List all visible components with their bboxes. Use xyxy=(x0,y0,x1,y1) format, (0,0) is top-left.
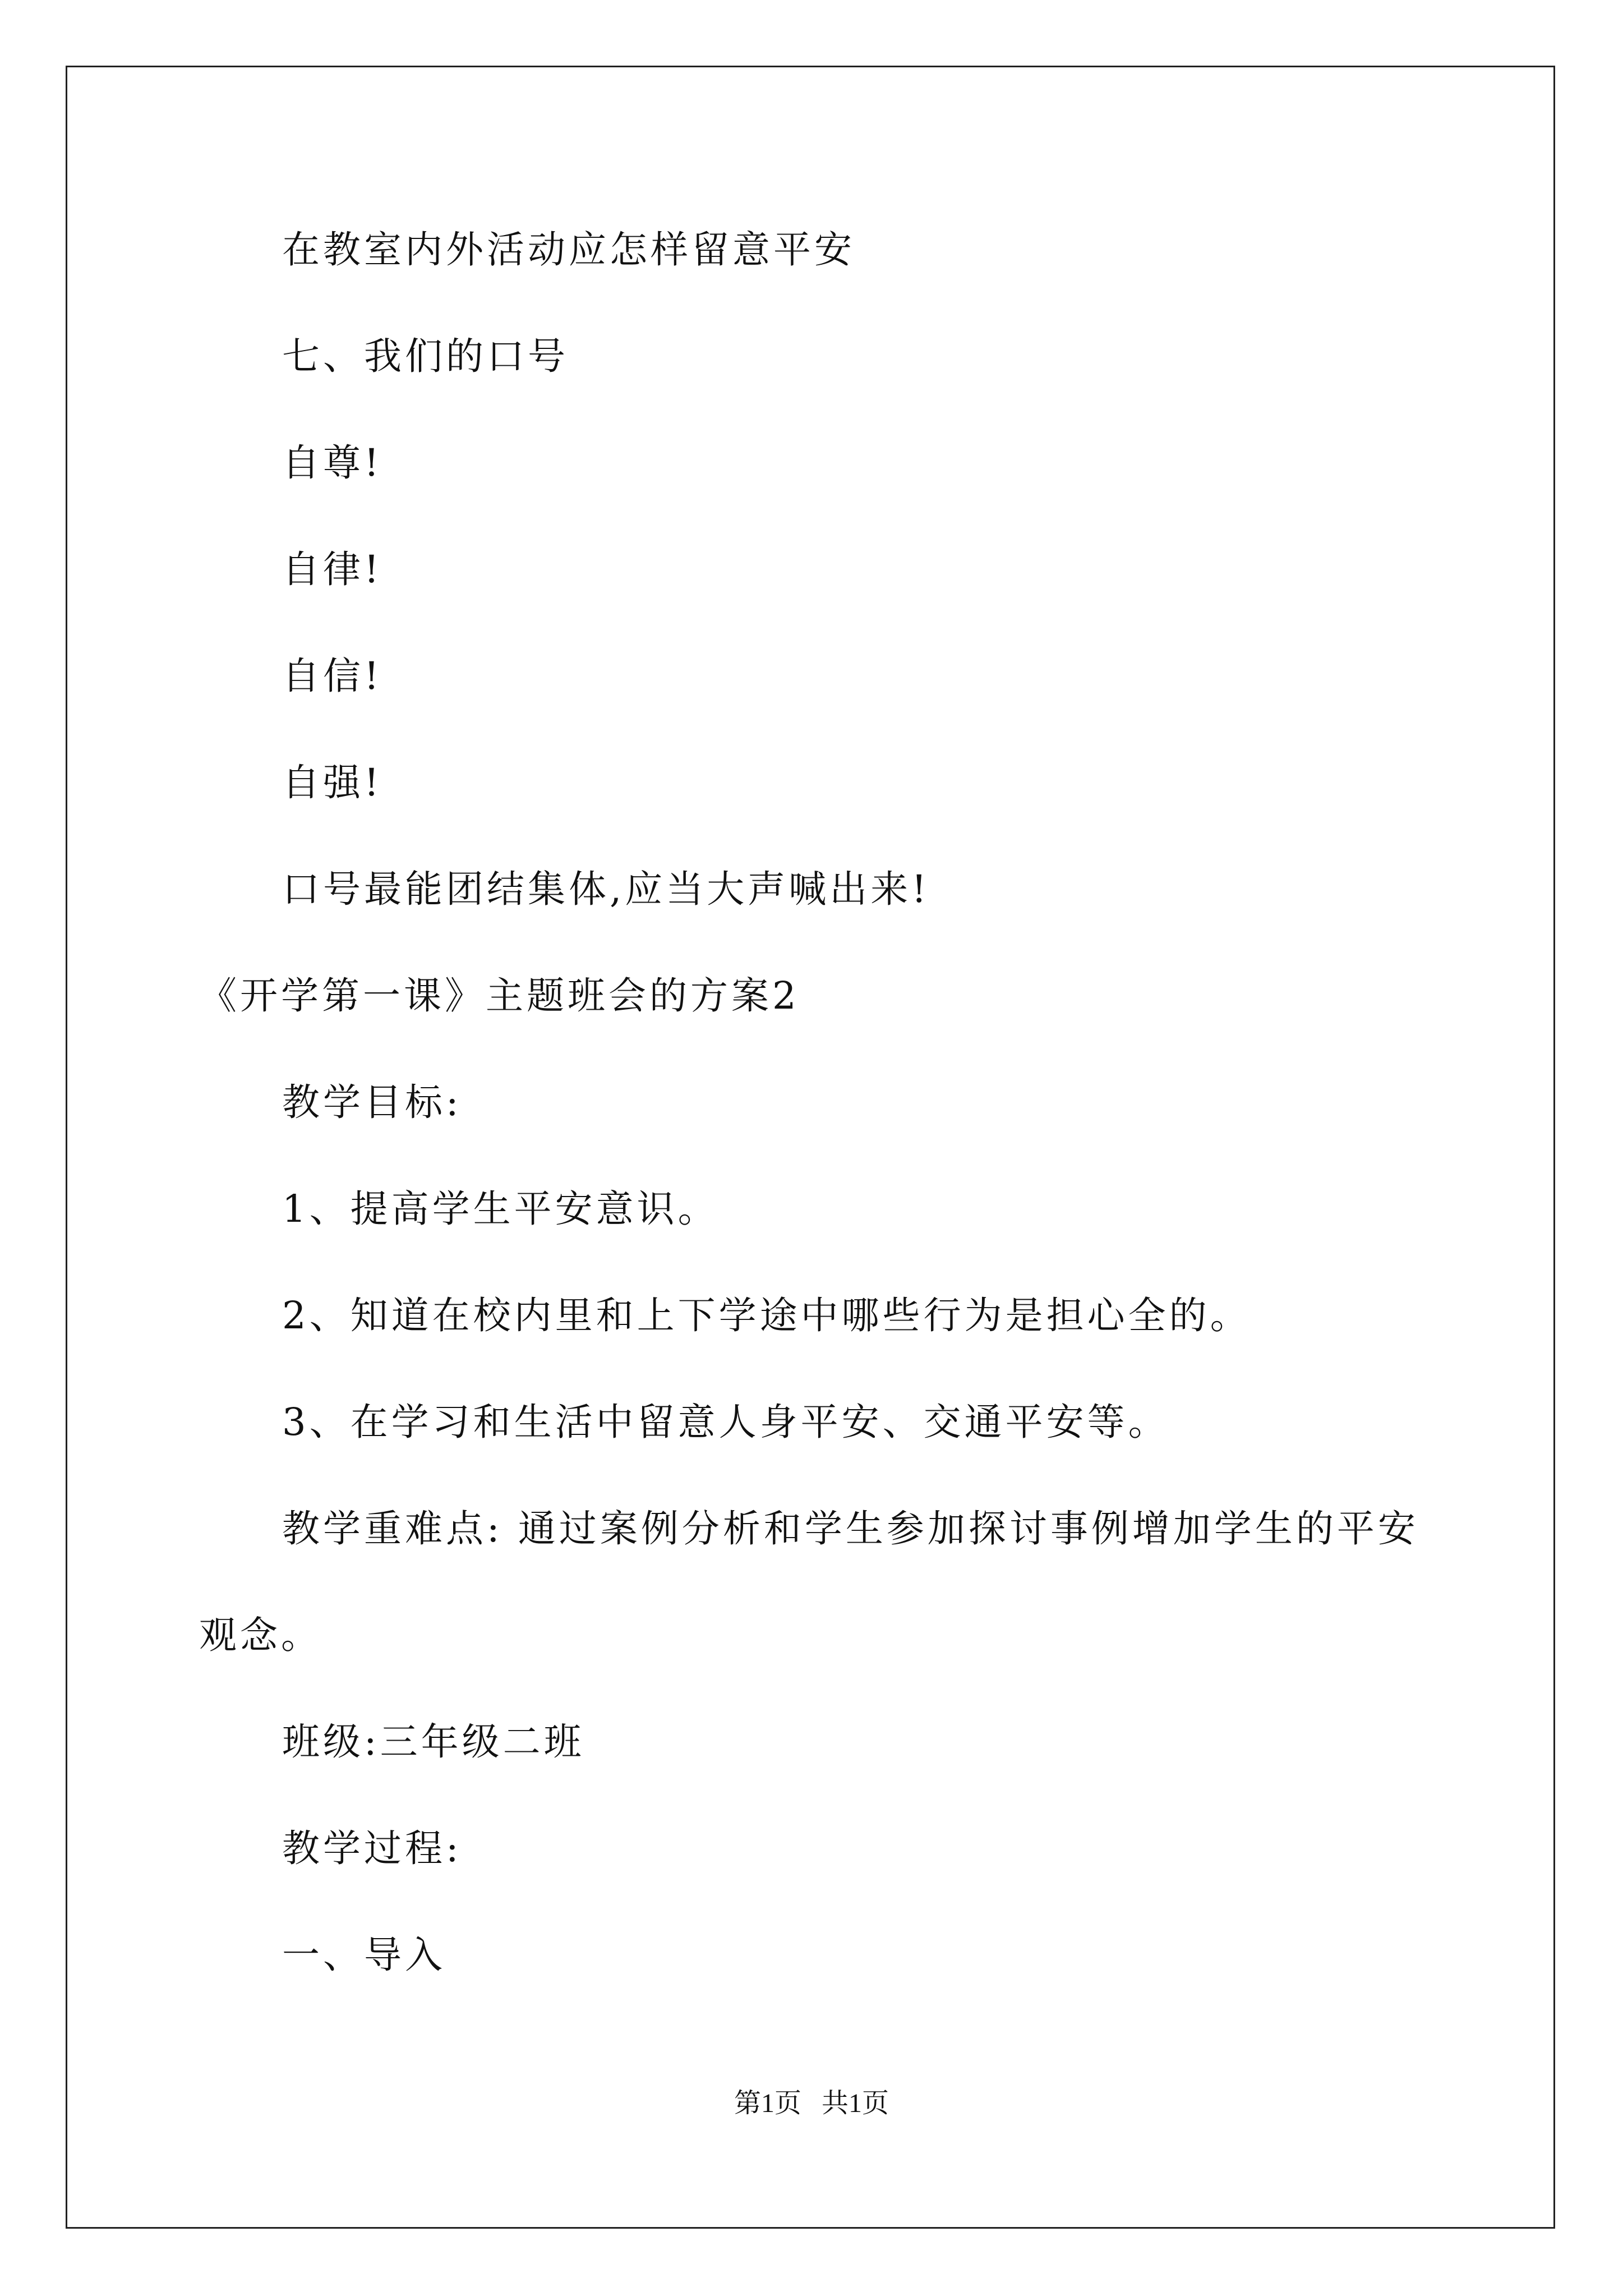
slogan-line-3: 自信! xyxy=(282,654,382,698)
body-line-safety-activities: 在教室内外活动应怎样留意平安 xyxy=(282,228,855,272)
slogan-line-4: 自强! xyxy=(282,761,382,804)
section-heading-slogan: 七、我们的口号 xyxy=(282,334,569,378)
section-heading-introduction: 一、导入 xyxy=(282,1933,446,1977)
slogan-line-1: 自尊! xyxy=(282,441,382,485)
heading-teaching-goals: 教学目标: xyxy=(282,1080,462,1124)
key-points-line-continued: 观念。 xyxy=(199,1613,322,1657)
body-line-slogan-note: 口号最能团结集体,应当大声喊出来! xyxy=(282,867,930,911)
plan-title: 《开学第一课》主题班会的方案2 xyxy=(199,974,800,1018)
heading-teaching-process: 教学过程: xyxy=(282,1826,462,1870)
page-border xyxy=(66,66,1555,2229)
goal-item-3: 3、在学习和生活中留意人身平安、交通平安等。 xyxy=(282,1400,1169,1444)
goal-item-2: 2、知道在校内里和上下学途中哪些行为是担心全的。 xyxy=(282,1294,1251,1337)
page-number-footer: 第1页 共1页 xyxy=(734,2088,889,2118)
class-info: 班级:三年级二班 xyxy=(282,1720,585,1764)
slogan-line-2: 自律! xyxy=(282,547,382,591)
goal-item-1: 1、提高学生平安意识。 xyxy=(282,1187,719,1231)
key-points-line: 教学重难点: 通过案例分析和学生参加探讨事例增加学生的平安 xyxy=(282,1507,1419,1550)
